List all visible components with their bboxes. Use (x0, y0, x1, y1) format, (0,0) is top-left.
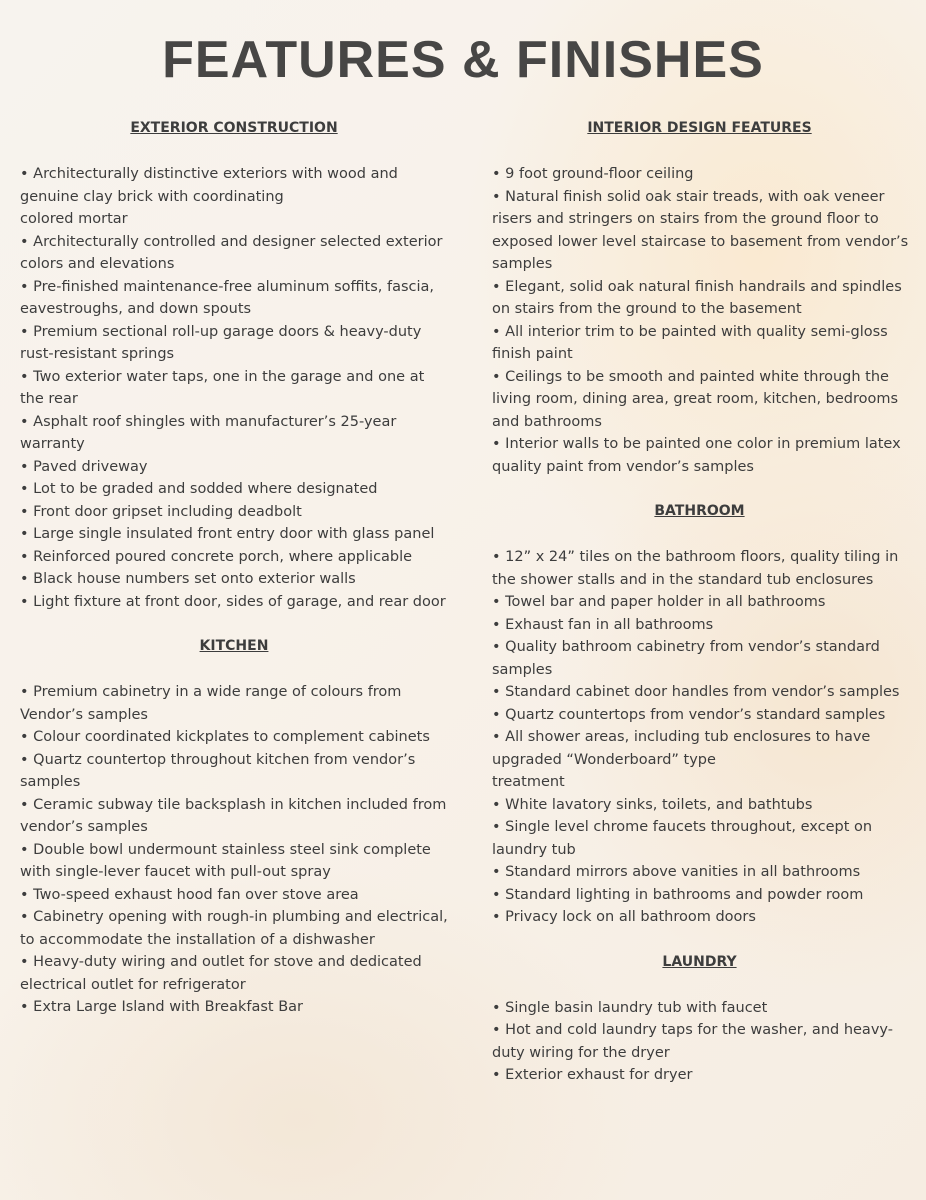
list-item: • Architecturally controlled and designer selected exterior colors and elevations (20, 233, 443, 272)
section-heading: INTERIOR DESIGN FEATURES (587, 120, 812, 136)
section-heading: KITCHEN (199, 638, 269, 654)
list-item: • Quartz countertop throughout kitchen from vendor’s samples (20, 751, 416, 790)
section-exterior (20, 117, 450, 613)
list-item: • 9 foot ground-floor ceiling (492, 166, 694, 182)
section-heading: BATHROOM (654, 503, 745, 519)
list-item: • White lavatory sinks, toilets, and bathtubs (492, 796, 813, 813)
list-item: • Extra Large Island with Breakfast Bar (20, 999, 303, 1015)
section-kitchen (20, 635, 450, 1019)
list-item: • Light fixture at front door, sides of garage, and rear door (20, 593, 446, 610)
list-item: • All shower areas, including tub enclosures to have upgraded “Wonderboard” type treatment (492, 729, 871, 790)
list-item: • Pre-finished maintenance-free aluminum soffits, fascia, eavestroughs, and down spouts (20, 278, 435, 317)
list-item: • Double bowl undermount stainless steel sink complete with single-lever faucet with pull-out spray (20, 841, 431, 880)
list-item: • Exhaust fan in all bathrooms (492, 616, 714, 633)
list-item: • Standard mirrors above vanities in all bathrooms (492, 864, 861, 880)
list-item: • Front door gripset including deadbolt (20, 503, 302, 520)
exterior-list (20, 163, 450, 613)
list-item: • Ceilings to be smooth and painted white through the living room, dining area, great room, kitchen, bedrooms and bathrooms (492, 368, 899, 430)
list-item: • Elegant, solid oak natural finish handrails and spindles on stairs from the ground to the basement (492, 278, 902, 317)
list-item: • Interior walls to be painted one color in premium latex quality paint from vendor’s samples (492, 436, 901, 475)
list-item: • 12” x 24” tiles on the bathroom floors, quality tiling in the shower stalls and in the standard tub enclosures (492, 549, 899, 588)
left-column (20, 117, 450, 1019)
page-title: FEATURES & FINISHES (162, 31, 764, 89)
bathroom-list (492, 546, 912, 929)
section-heading: EXTERIOR CONSTRUCTION (130, 120, 338, 136)
kitchen-list (20, 681, 450, 1019)
list-item: • All interior trim to be painted with quality semi-gloss finish paint (492, 323, 888, 362)
list-item: • Standard cabinet door handles from vendor’s samples (492, 684, 900, 700)
laundry-list (492, 997, 912, 1087)
section-bathroom (492, 500, 912, 929)
section-interior (492, 117, 912, 478)
right-column (492, 117, 912, 1087)
list-item: • Quartz countertops from vendor’s standard samples (492, 706, 886, 723)
list-item: • Towel bar and paper holder in all bathrooms (492, 594, 826, 610)
list-item: • Single basin laundry tub with faucet (492, 999, 768, 1016)
list-item: • Quality bathroom cabinetry from vendor’s standard samples (492, 639, 880, 678)
list-item: • Lot to be graded and sodded where designated (20, 481, 378, 497)
list-item: • Two exterior water taps, one in the garage and one at the rear (20, 368, 425, 407)
list-item: • Black house numbers set onto exterior walls (20, 571, 356, 587)
list-item: • Large single insulated front entry door with glass panel (20, 526, 435, 542)
list-item: • Standard lighting in bathrooms and powder room (492, 886, 864, 903)
list-item: • Two-speed exhaust hood fan over stove area (20, 886, 359, 903)
list-item: • Architecturally distinctive exteriors with wood and genuine clay brick with coordinating colored mortar (20, 166, 398, 227)
list-item: • Ceramic subway tile backsplash in kitchen included from vendor’s samples (20, 796, 447, 835)
interior-list (492, 163, 912, 478)
list-item: • Reinforced poured concrete porch, where applicable (20, 548, 413, 565)
section-laundry (492, 951, 912, 1087)
list-item: • Exterior exhaust for dryer (492, 1067, 693, 1083)
list-item: • Privacy lock on all bathroom doors (492, 909, 756, 925)
section-heading: LAUNDRY (662, 953, 737, 970)
list-item: • Paved driveway (20, 458, 148, 475)
list-item: • Hot and cold laundry taps for the washer, and heavy-duty wiring for the dryer (492, 1022, 893, 1061)
list-item: • Colour coordinated kickplates to complement cabinets (20, 729, 430, 745)
list-item: • Heavy-duty wiring and outlet for stove and dedicated electrical outlet for refrigerator (20, 954, 422, 993)
list-item: • Premium cabinetry in a wide range of colours from Vendor’s samples (20, 684, 402, 723)
list-item: • Cabinetry opening with rough-in plumbing and electrical, to accommodate the installation of a dishwasher (20, 909, 448, 948)
list-item: • Single level chrome faucets throughout, except on laundry tub (492, 819, 873, 858)
list-item: • Natural finish solid oak stair treads, with oak veneer risers and stringers on stairs from the ground floor to exposed lower level staircase to basement from vendor’s samples (492, 188, 909, 272)
list-item: • Asphalt roof shingles with manufacturer’s 25-year warranty (20, 413, 397, 452)
list-item: • Premium sectional roll-up garage doors & heavy-duty rust-resistant springs (20, 323, 422, 362)
